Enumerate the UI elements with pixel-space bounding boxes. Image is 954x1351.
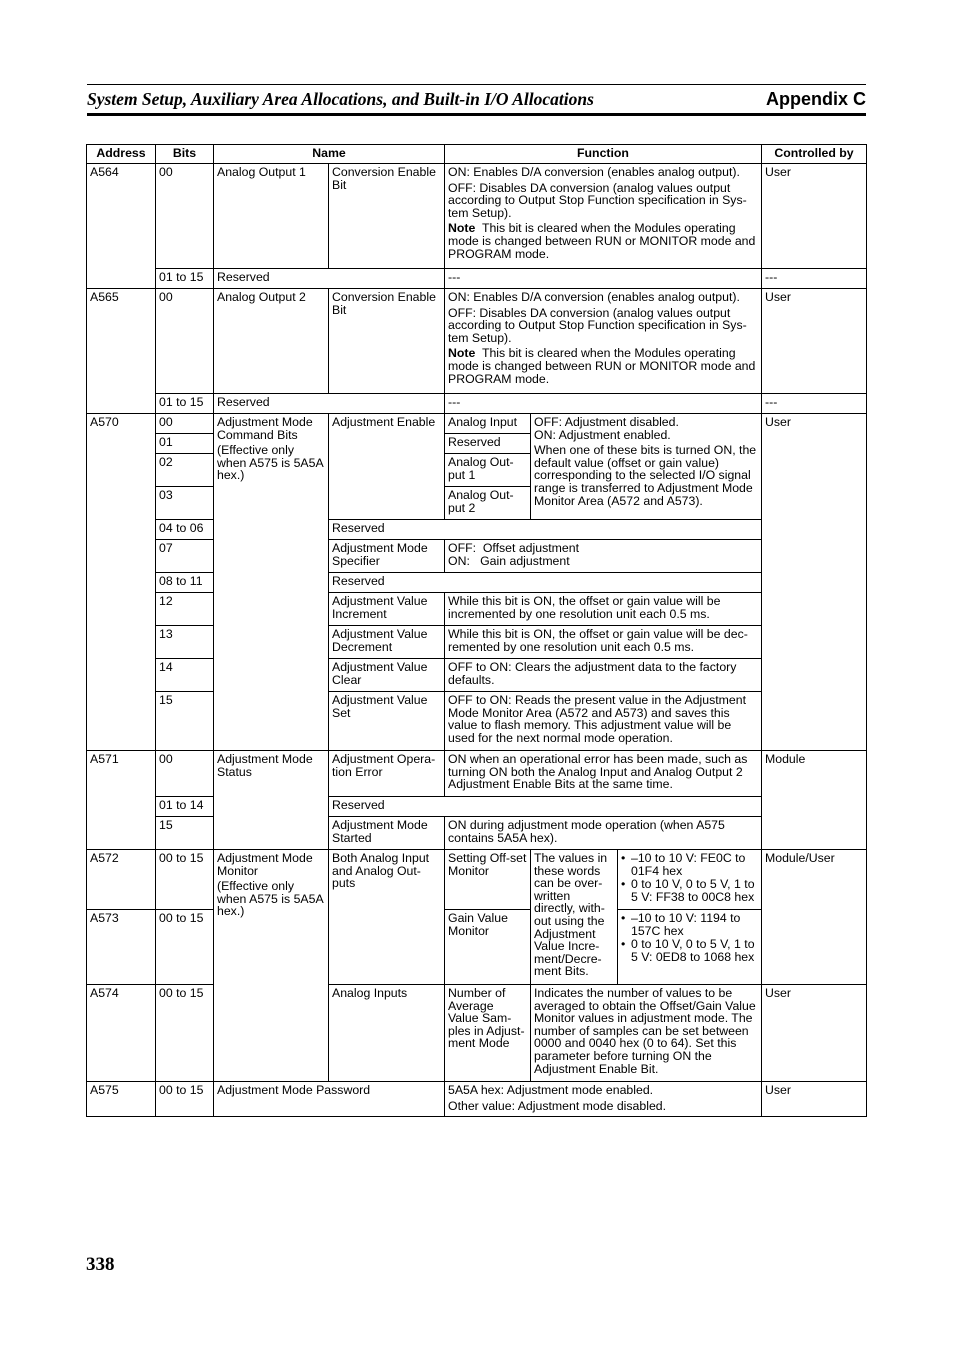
bits-cell: 00 bbox=[156, 289, 214, 394]
bits-cell: 00 bbox=[156, 414, 214, 434]
function-cell bbox=[531, 414, 762, 520]
bits-cell: 00 to 15 bbox=[156, 910, 214, 985]
note-body: This bit is cleared when the Modules operating mode is changed between RUN or MONITOR mode and PROGRAM mode. bbox=[448, 346, 756, 386]
target-cell: Gain Value Monitor bbox=[445, 910, 531, 985]
function-text: ON: Enables D/A conversion (enables analog output). bbox=[448, 290, 740, 304]
table-row bbox=[87, 269, 867, 289]
range-cell bbox=[618, 910, 762, 985]
bits-cell: 12 bbox=[156, 593, 214, 626]
table-row bbox=[87, 593, 867, 626]
bits-cell: 13 bbox=[156, 626, 214, 659]
name-cell: Adjustment Value Set bbox=[329, 692, 445, 751]
table-row bbox=[87, 164, 867, 269]
range-cell bbox=[618, 850, 762, 910]
function-cell: While this bit is ON, the offset or gain value will be incremented by one resolution unit each 0.5 ms. bbox=[445, 593, 762, 626]
function-cell: ON during adjustment mode operation (when A575 contains 5A5A hex). bbox=[445, 817, 762, 850]
function-cell bbox=[445, 1082, 762, 1117]
list-item: • –10 to 10 V: 1194 to 157C hex bbox=[621, 912, 758, 937]
table-row bbox=[87, 985, 867, 1082]
controlled-cell: User bbox=[762, 985, 867, 1082]
function-text: ON: Enables D/A conversion (enables analog output). bbox=[448, 165, 740, 179]
name-cell: Analog Inputs bbox=[329, 985, 445, 1082]
name-cell: Reserved bbox=[214, 394, 445, 414]
function-cell bbox=[445, 540, 762, 573]
name-cell: Reserved bbox=[329, 573, 762, 593]
bits-cell: 01 to 15 bbox=[156, 269, 214, 289]
function-text: ON: Gain adjustment bbox=[448, 553, 570, 568]
address-cell: A574 bbox=[87, 985, 156, 1082]
bits-cell: 01 bbox=[156, 434, 214, 454]
top-rule bbox=[87, 84, 866, 85]
note-label: Note bbox=[448, 221, 476, 236]
bits-cell: 15 bbox=[156, 692, 214, 751]
name-cell: Reserved bbox=[214, 269, 445, 289]
page-number: 338 bbox=[86, 1254, 115, 1275]
page-title: System Setup, Auxiliary Area Allocations, and Built-in I/O Allocations bbox=[87, 89, 594, 109]
name-cell: Adjustment Mode Password bbox=[214, 1082, 445, 1117]
bits-cell: 01 to 14 bbox=[156, 797, 214, 817]
name-cell: Conversion Enable Bit bbox=[329, 289, 445, 394]
bits-cell: 01 to 15 bbox=[156, 394, 214, 414]
target-cell: Setting Off-set Monitor bbox=[445, 850, 531, 910]
function-cell: OFF to ON: Clears the adjustment data to the factory defaults. bbox=[445, 659, 762, 692]
bits-cell: 15 bbox=[156, 817, 214, 850]
address-cell: A565 bbox=[87, 289, 156, 414]
controlled-cell: Module bbox=[762, 751, 867, 850]
col-controlled-by: Controlled by bbox=[762, 145, 867, 164]
name-cell: Adjustment Value Increment bbox=[329, 593, 445, 626]
function-text: OFF: Offset adjustment bbox=[448, 541, 579, 555]
address-cell: A564 bbox=[87, 164, 156, 289]
header-rule bbox=[87, 113, 866, 116]
function-text: OFF: Adjustment disabled. bbox=[534, 415, 679, 429]
name-cell: Reserved bbox=[329, 520, 762, 540]
name-cell: Both Analog Input and Analog Out-puts bbox=[329, 850, 445, 985]
table-row bbox=[87, 540, 867, 573]
list-item: • 0 to 10 V, 0 to 5 V, 1 to 5 V: 0ED8 to 1068 hex bbox=[621, 938, 758, 963]
target-cell: Analog Out-put 1 bbox=[445, 454, 531, 487]
table-row bbox=[87, 520, 867, 540]
bits-cell: 04 to 06 bbox=[156, 520, 214, 540]
name-cell: Reserved bbox=[329, 797, 762, 817]
list-item: • 0 to 10 V, 0 to 5 V, 1 to 5 V: FF38 to 00C8 hex bbox=[621, 878, 758, 903]
function-cell: The values in these words can be over-written directly, with-out using the Adjustment Value Incre-ment/Decre-ment Bits. bbox=[531, 850, 618, 985]
controlled-cell: --- bbox=[762, 269, 867, 289]
table-row bbox=[87, 626, 867, 659]
address-cell: A570 bbox=[87, 414, 156, 751]
name-cell: Adjustment Opera-tion Error bbox=[329, 751, 445, 797]
target-cell: Analog Input bbox=[445, 414, 531, 434]
name-text: Adjustment Mode Command Bits bbox=[217, 415, 313, 442]
table-row bbox=[87, 394, 867, 414]
note-text bbox=[448, 347, 758, 385]
function-text: OFF: Disables DA conversion (analog values output according to Output Stop Function specification in Sys-tem Setup). bbox=[448, 180, 747, 220]
controlled-cell: Module/User bbox=[762, 850, 867, 985]
target-cell: Number of Average Value Sam-ples in Adjust-ment Mode bbox=[445, 985, 531, 1082]
bits-cell: 07 bbox=[156, 540, 214, 573]
table-row bbox=[87, 659, 867, 692]
name-cell: Adjustment Mode Started bbox=[329, 817, 445, 850]
function-cell: OFF to ON: Reads the present value in the Adjustment Mode Monitor Area (A572 and A573) and saves this value to flash memory. This adjustment value will be used for the next normal mode operation. bbox=[445, 692, 762, 751]
bits-cell: 08 to 11 bbox=[156, 573, 214, 593]
name-cell bbox=[214, 850, 329, 1082]
bits-cell: 02 bbox=[156, 454, 214, 487]
bits-cell: 00 bbox=[156, 751, 214, 797]
bits-cell: 00 bbox=[156, 164, 214, 269]
table-header-row bbox=[87, 145, 867, 164]
name-cell: Analog Output 1 bbox=[214, 164, 329, 269]
name-note: (Effective only when A575 is 5A5A hex.) bbox=[217, 443, 323, 483]
function-text: ON: Adjustment enabled. bbox=[534, 427, 671, 442]
address-cell: A571 bbox=[87, 751, 156, 850]
target-cell: Reserved bbox=[445, 434, 531, 454]
address-cell: A572 bbox=[87, 850, 156, 910]
table-row bbox=[87, 414, 867, 434]
col-name: Name bbox=[214, 145, 445, 164]
function-cell bbox=[445, 289, 762, 394]
table-row bbox=[87, 797, 867, 817]
table-row bbox=[87, 289, 867, 394]
note-body: This bit is cleared when the Modules operating mode is changed between RUN or MONITOR mode and PROGRAM mode. bbox=[448, 221, 756, 261]
controlled-cell: --- bbox=[762, 394, 867, 414]
bits-cell: 00 to 15 bbox=[156, 850, 214, 910]
name-cell: Adjustment Mode Status bbox=[214, 751, 329, 850]
bits-cell: 00 to 15 bbox=[156, 1082, 214, 1117]
note-text bbox=[448, 222, 758, 260]
range-list bbox=[621, 852, 758, 903]
name-cell: Adjustment Value Decrement bbox=[329, 626, 445, 659]
address-cell: A575 bbox=[87, 1082, 156, 1117]
table-row bbox=[87, 817, 867, 850]
table-row bbox=[87, 573, 867, 593]
range-list bbox=[621, 912, 758, 963]
function-text: OFF: Disables DA conversion (analog values output according to Output Stop Function specification in Sys-tem Setup). bbox=[448, 305, 747, 345]
name-cell bbox=[214, 414, 329, 751]
note-label: Note bbox=[448, 346, 476, 361]
name-cell: Adjustment Mode Specifier bbox=[329, 540, 445, 573]
bits-cell: 03 bbox=[156, 487, 214, 520]
col-function: Function bbox=[445, 145, 762, 164]
function-cell: --- bbox=[445, 269, 762, 289]
name-cell: Analog Output 2 bbox=[214, 289, 329, 394]
bits-cell: 14 bbox=[156, 659, 214, 692]
bits-cell: 00 to 15 bbox=[156, 985, 214, 1082]
name-cell: Adjustment Value Clear bbox=[329, 659, 445, 692]
list-item: • –10 to 10 V: FE0C to 01F4 hex bbox=[621, 852, 758, 877]
appendix-label: Appendix C bbox=[765, 89, 866, 109]
target-cell: Analog Out-put 2 bbox=[445, 487, 531, 520]
table-row bbox=[87, 910, 867, 985]
function-cell: While this bit is ON, the offset or gain value will be dec-remented by one resolution unit each 0.5 ms. bbox=[445, 626, 762, 659]
name-cell: Adjustment Enable bbox=[329, 414, 445, 520]
controlled-cell: User bbox=[762, 1082, 867, 1117]
function-cell bbox=[445, 164, 762, 269]
controlled-cell: User bbox=[762, 164, 867, 269]
col-bits: Bits bbox=[156, 145, 214, 164]
controlled-cell: User bbox=[762, 289, 867, 394]
function-text: 5A5A hex: Adjustment mode enabled. bbox=[448, 1083, 654, 1097]
table-row bbox=[87, 751, 867, 797]
table-row bbox=[87, 692, 867, 751]
name-note: (Effective only when A575 is 5A5A hex.) bbox=[217, 879, 323, 919]
name-text: Adjustment Mode Monitor bbox=[217, 851, 313, 878]
col-address: Address bbox=[87, 145, 156, 164]
address-cell: A573 bbox=[87, 910, 156, 985]
table-row bbox=[87, 850, 867, 910]
function-cell: Indicates the number of values to be averaged to obtain the Offset/Gain Value Monitor values in adjustment mode. The number of samples can be set between 0000 and 0040 hex (0 to 64). Set this parameter before turning ON the Adjustment Enable Bit. bbox=[531, 985, 762, 1082]
function-cell: --- bbox=[445, 394, 762, 414]
function-cell: ON when an operational error has been made, such as turning ON both the Analog Input and Analog Output 2 Adjustment Enable Bits at the same time. bbox=[445, 751, 762, 797]
name-cell: Conversion Enable Bit bbox=[329, 164, 445, 269]
table-row bbox=[87, 1082, 867, 1117]
function-text: When one of these bits is turned ON, the default value (offset or gain value) corresponding to the selected I/O signal range is transferred to Adjustment Mode Monitor Area (A572 and A573). bbox=[534, 443, 757, 508]
allocation-table bbox=[86, 144, 867, 1117]
function-text: Other value: Adjustment mode disabled. bbox=[448, 1098, 667, 1113]
controlled-cell: User bbox=[762, 414, 867, 751]
